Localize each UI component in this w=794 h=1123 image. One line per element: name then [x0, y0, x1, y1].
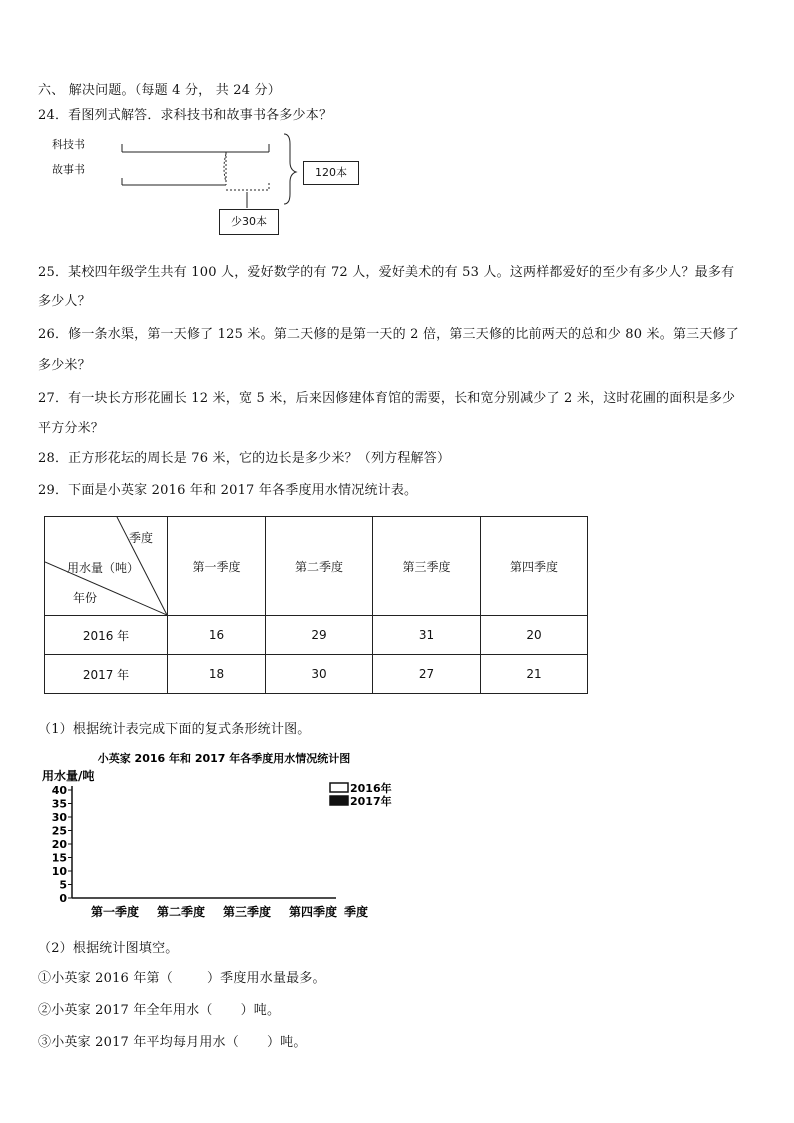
q29-text: 29．下面是小英家 2016 年和 2017 年各季度用水情况统计表。 — [38, 483, 418, 498]
fill-in-3-number: ③ — [38, 1035, 52, 1050]
q27-line2: 平方分米？ — [38, 421, 105, 436]
legend-swatch — [330, 796, 348, 805]
col-header-q2: 第二季度 — [266, 517, 373, 616]
legend-label: 2016年 — [350, 782, 392, 795]
fill-in-2-after: ）吨。 — [240, 1003, 281, 1018]
col-header-q3: 第三季度 — [373, 517, 481, 616]
x-tick-label: 第三季度 — [222, 905, 272, 919]
q25-line2: 多少人？ — [38, 294, 91, 309]
y-tick-label: 5 — [59, 878, 67, 892]
total-box-label: 120本 — [315, 166, 347, 179]
q26-line2: 多少米？ — [38, 358, 91, 373]
y-tick-label: 20 — [51, 838, 67, 851]
table-header-row — [45, 517, 588, 616]
y-tick-label: 35 — [51, 797, 67, 811]
row-year-2016: 2016 年 — [45, 616, 168, 655]
x-tick-label: 第二季度 — [156, 905, 206, 919]
table-row — [45, 655, 588, 694]
table-corner-cell — [45, 517, 168, 616]
table-cell: 16 — [168, 616, 266, 655]
fill-in-1 — [38, 967, 326, 986]
fill-in-3-before: 小英家 2017 年平均每月用水（ — [51, 1035, 239, 1050]
bar-chart — [36, 745, 416, 925]
x-tick-label: 第四季度 — [288, 905, 338, 919]
fill-in-1-after: ）季度用水量最多。 — [206, 971, 326, 986]
x-tick-label: 第一季度 — [90, 905, 140, 919]
fill-in-2-before: 小英家 2017 年全年用水（ — [51, 1003, 213, 1018]
table-cell: 29 — [266, 616, 373, 655]
table-cell: 21 — [481, 655, 588, 694]
corner-top-label: 季度 — [129, 531, 154, 545]
table-cell: 30 — [266, 655, 373, 694]
chart-ylabel: 用水量/吨 — [42, 769, 95, 783]
q28-text: 28．正方形花坛的周长是 76 米，它的边长是多少米？（列方程解答） — [38, 451, 451, 466]
diff-box-label: 少30本 — [231, 215, 267, 228]
fill-in-3-after: ）吨。 — [266, 1035, 307, 1050]
diff-box — [219, 209, 279, 235]
corner-bottom-label: 年份 — [73, 591, 98, 605]
y-tick-label: 10 — [51, 865, 67, 878]
q24-text: 24．看图列式解答．求科技书和故事书各多少本？ — [38, 108, 333, 123]
q27-line1: 27．有一块长方形花圃长 12 米，宽 5 米，后来因修建体育馆的需要，长和宽分别减少了 2 米，这时花圃的面积是多少 — [38, 391, 736, 406]
part2-instruction: （2）根据统计图填空。 — [38, 941, 179, 956]
fill-in-2-number: ② — [38, 1003, 52, 1018]
chart-title: 小英家 2016 年和 2017 年各季度用水情况统计图 — [97, 752, 351, 765]
chart-legend — [330, 781, 392, 808]
part1-instruction: （1）根据统计表完成下面的复式条形统计图。 — [38, 722, 311, 737]
total-box — [303, 161, 359, 185]
col-header-q1: 第一季度 — [168, 517, 266, 616]
table-cell: 27 — [373, 655, 481, 694]
row-year-2017: 2017 年 — [45, 655, 168, 694]
q24-diagram — [40, 128, 380, 238]
y-tick-label: 15 — [51, 851, 67, 865]
x-axis-title: 季度 — [344, 905, 369, 919]
y-tick-label: 25 — [51, 824, 67, 838]
label-tech-books: 科技书 — [52, 138, 85, 151]
q26-line1: 26．修一条水渠，第一天修了 125 米。第二天修的是第一天的 2 倍，第三天修的比前两天的总和少 80 米。第三天修了 — [38, 327, 739, 342]
corner-diagonal — [45, 517, 167, 615]
fill-in-2 — [38, 999, 280, 1018]
table-cell: 20 — [481, 616, 588, 655]
y-tick-label: 30 — [51, 811, 67, 824]
fill-in-1-number: ① — [38, 971, 52, 986]
y-tick-label: 40 — [51, 784, 67, 797]
corner-middle-label: 用水量（吨） — [67, 561, 140, 575]
y-tick-label: 0 — [59, 892, 67, 905]
x-axis — [72, 898, 368, 919]
legend-label: 2017年 — [350, 795, 392, 808]
water-usage-table — [44, 516, 588, 694]
col-header-q4: 第四季度 — [481, 517, 588, 616]
table-cell: 31 — [373, 616, 481, 655]
section-title: 六、 解决问题。（每题 4 分， 共 24 分） — [38, 83, 281, 98]
legend-swatch — [330, 783, 348, 792]
table-row — [45, 616, 588, 655]
fill-in-3 — [38, 1031, 307, 1050]
q25-line1: 25．某校四年级学生共有 100 人，爱好数学的有 72 人，爱好美术的有 53 人。这两样都爱好的至少有多少人？最多有 — [38, 265, 735, 280]
y-axis — [52, 784, 72, 905]
fill-in-1-before: 小英家 2016 年第（ — [51, 971, 173, 986]
label-story-books: 故事书 — [52, 163, 85, 176]
table-cell: 18 — [168, 655, 266, 694]
